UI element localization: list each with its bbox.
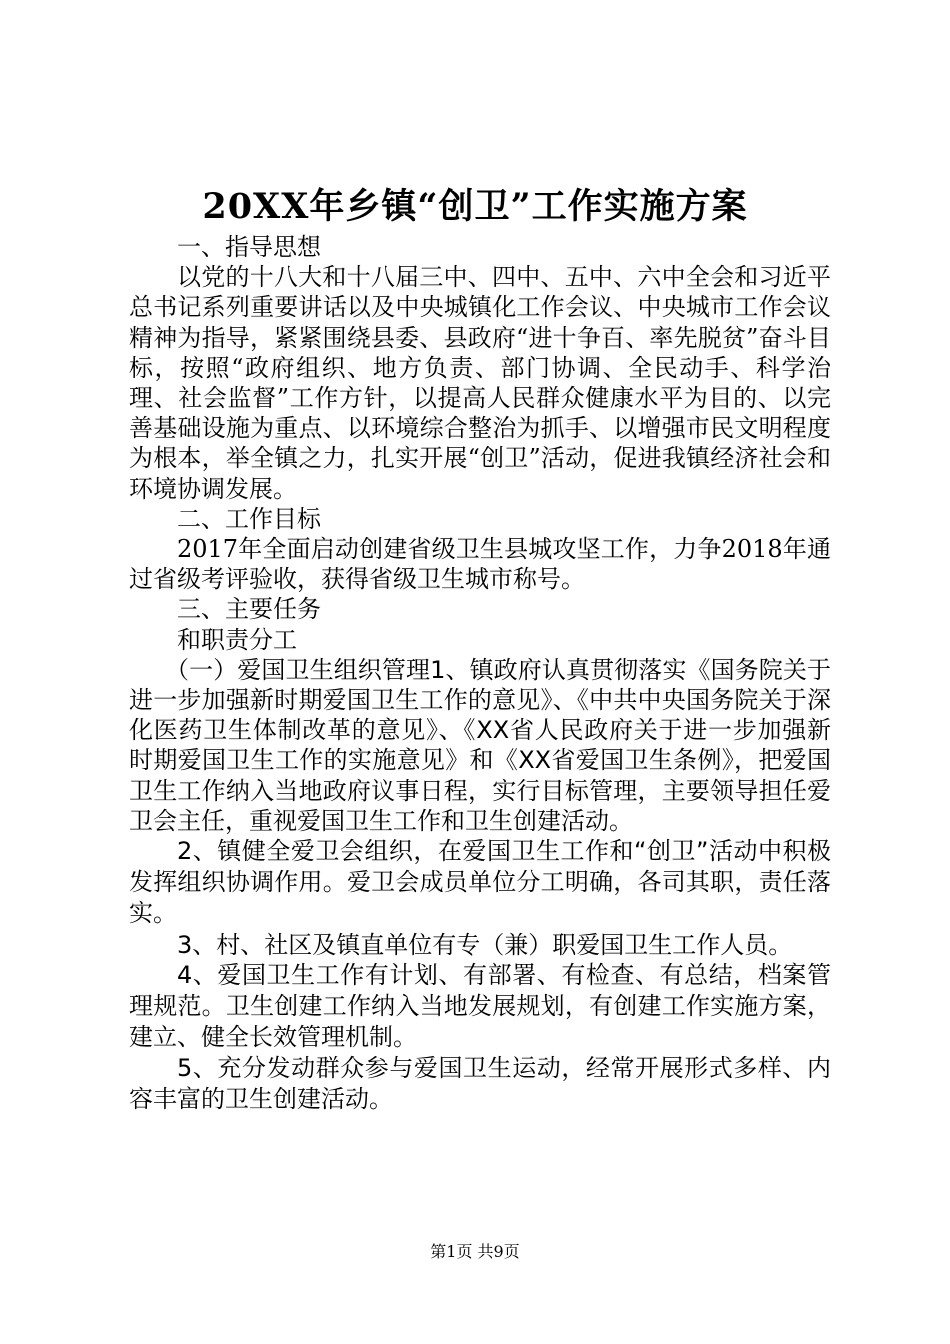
paragraph-item-1: （一）爱国卫生组织管理1、镇政府认真贯彻落实《国务院关于进一步加强新时期爱国卫生工作的意见》、《中共中央国务院关于深化医药卫生体制改革的意见》、《XX省人民政府关于进一步加强新时期爱国卫生工作的实施意见》和《XX省爱国卫生条例》，把爱国卫生工作纳入当地政府议事日程，实行目标管理，主要领导担任爱卫会主任，重视爱国卫生工作和卫生创建活动。 bbox=[129, 655, 831, 835]
item-4-main-text: 4、爱国卫生工作有计划、有部署、有检查、有总结，档案管理规范。 bbox=[129, 960, 831, 1021]
item-2-main-text: 2、镇健全爱卫会组织，在爱国卫生工作和“创卫”活动中积极发挥组织协调作用。 bbox=[129, 837, 831, 897]
paragraph-item-2 bbox=[129, 836, 831, 930]
document-title: 20XX年乡镇“创卫”工作实施方案 bbox=[202, 186, 748, 227]
paragraph-work-goals: 2017年全面启动创建省级卫生县城攻坚工作，力争2018年通过省级考评验收，获得省级卫生城市称号。 bbox=[129, 535, 831, 594]
section-subheading-responsibilities: 和职责分工 bbox=[177, 625, 297, 654]
item-4-detail-text: 卫生创建工作纳入当地发展规划，有创建工作实施方案，建立、健全长效管理机制。 bbox=[129, 992, 832, 1052]
paragraph-guiding-ideology: 以党的十八大和十八届三中、四中、五中、六中全会和习近平总书记系列重要讲话以及中央城镇化工作会议、中央城市工作会议精神为指导，紧紧围绕县委、县政府“进十争百、率先脱贫”奋斗目标，按照“政府组织、地方负责、部门协调、全民动手、科学治理、社会监督”工作方针，以提高人民群众健康水平为目的、以完善基础设施为重点、以环境综合整治为抓手、以增强市民文明程度为根本，举全镇之力，扎实开展“创卫”活动，促进我镇经济社会和环境协调发展。 bbox=[129, 263, 831, 503]
page-number-footer: 第1页 共9页 bbox=[430, 1242, 520, 1261]
paragraph-item-5: 5、充分发动群众参与爱国卫生运动，经常开展形式多样、内容丰富的卫生创建活动。 bbox=[129, 1054, 831, 1113]
section-heading-main-tasks: 三、主要任务 bbox=[177, 595, 321, 624]
paragraph-item-3: 3、村、社区及镇直单位有专（兼）职爱国卫生工作人员。 bbox=[177, 930, 793, 959]
paragraph-item-4 bbox=[129, 960, 831, 1054]
item-2-detail-text: 爱卫会成员单位分工明确，各司其职，责任落实。 bbox=[129, 868, 832, 928]
section-heading-guiding-ideology: 一、指导思想 bbox=[177, 233, 321, 261]
section-heading-work-goals: 二、工作目标 bbox=[177, 504, 321, 533]
document-body bbox=[129, 232, 831, 1114]
